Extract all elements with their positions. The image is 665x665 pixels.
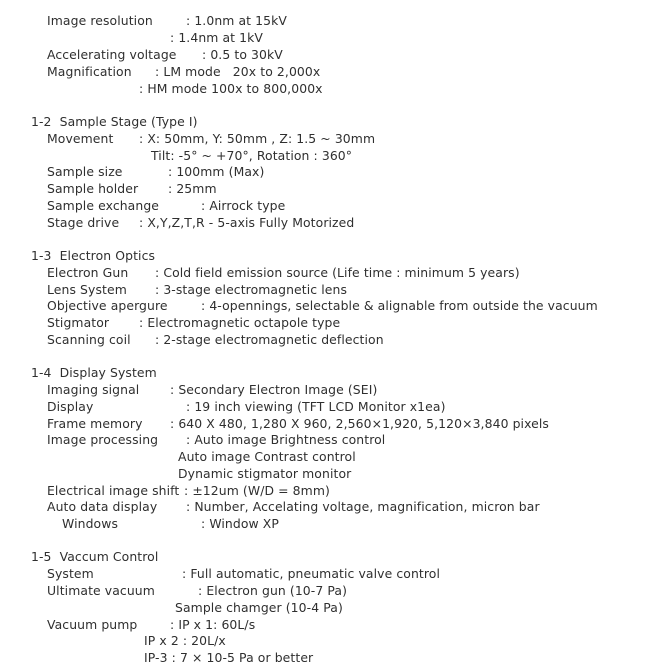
system-value: : Full automatic, pneumatic valve control xyxy=(182,566,440,581)
electrical-image-shift-label: Electrical image shift xyxy=(47,483,180,498)
display-system-heading: 1-4 Display System xyxy=(31,365,157,380)
frame-memory-label: Frame memory xyxy=(47,416,143,431)
objective-aperture-label: Objective apergure xyxy=(47,298,168,313)
vacuum-pump-value-3: IP-3 : 7 × 10-5 Pa or better xyxy=(144,650,314,665)
sample-stage-heading: 1-2 Sample Stage (Type I) xyxy=(31,114,198,129)
frame-memory-value: : 640 X 480, 1,280 X 960, 2,560×1,920, 5,120×3,840 pixels xyxy=(170,416,549,431)
image-processing-value-3: Dynamic stigmator monitor xyxy=(178,466,352,481)
vacuum-control-heading: 1-5 Vaccum Control xyxy=(31,549,159,564)
ultimate-vacuum-value-2: Sample chamger (10-4 Pa) xyxy=(175,600,343,615)
stigmator-value: : Electromagnetic octapole type xyxy=(139,315,341,330)
windows-value: : Window XP xyxy=(201,516,279,531)
movement-label: Movement xyxy=(47,131,114,146)
ultimate-vacuum-value-1: : Electron gun (10-7 Pa) xyxy=(198,583,348,598)
electrical-image-shift-value: : ±12um (W/D = 8mm) xyxy=(184,483,330,498)
vacuum-pump-value-1: : IP x 1: 60L/s xyxy=(170,617,256,632)
electron-optics-heading: 1-3 Electron Optics xyxy=(31,248,156,263)
objective-aperture-value: : 4-opennings, selectable & alignable from outside the vacuum xyxy=(201,298,598,313)
ultimate-vacuum-label: Ultimate vacuum xyxy=(47,583,155,598)
image-processing-value-2: Auto image Contrast control xyxy=(178,449,356,464)
accelerating-voltage-value: : 0.5 to 30kV xyxy=(202,47,283,62)
scanning-coil-value: : 2-stage electromagnetic deflection xyxy=(155,332,384,347)
electron-gun-value: : Cold field emission source (Life time : minimum 5 years) xyxy=(155,265,520,280)
auto-data-display-value: : Number, Accelating voltage, magnification, micron bar xyxy=(186,499,540,514)
movement-value-2: Tilt: -5° ~ +70°, Rotation : 360° xyxy=(151,148,353,163)
display-value: : 19 inch viewing (TFT LCD Monitor x1ea) xyxy=(186,399,446,414)
magnification-value-2: : HM mode 100x to 800,000x xyxy=(139,81,323,96)
vacuum-pump-label: Vacuum pump xyxy=(47,617,138,632)
scanning-coil-label: Scanning coil xyxy=(47,332,131,347)
magnification-value-1: : LM mode 20x to 2,000x xyxy=(155,64,321,79)
image-processing-label: Image processing xyxy=(47,432,159,447)
accelerating-voltage-label: Accelerating voltage xyxy=(47,47,177,62)
system-label: System xyxy=(47,566,94,581)
image-resolution-value-1: : 1.0nm at 15kV xyxy=(186,13,287,28)
windows-label: Windows xyxy=(62,516,119,531)
sample-size-value: : 100mm (Max) xyxy=(168,164,265,179)
sample-exchange-label: Sample exchange xyxy=(47,198,160,213)
image-resolution-value-2: : 1.4nm at 1kV xyxy=(170,30,264,45)
stage-drive-label: Stage drive xyxy=(47,215,120,230)
stigmator-label: Stigmator xyxy=(47,315,110,330)
lens-system-label: Lens System xyxy=(47,282,127,297)
imaging-signal-label: Imaging signal xyxy=(47,382,140,397)
stage-drive-value: : X,Y,Z,T,R - 5-axis Fully Motorized xyxy=(139,215,355,230)
display-label: Display xyxy=(47,399,94,414)
magnification-label: Magnification xyxy=(47,64,132,79)
auto-data-display-label: Auto data display xyxy=(47,499,158,514)
vacuum-pump-value-2: IP x 2 : 20L/x xyxy=(144,633,226,648)
sample-exchange-value: : Airrock type xyxy=(201,198,286,213)
imaging-signal-value: : Secondary Electron Image (SEI) xyxy=(170,382,378,397)
movement-value-1: : X: 50mm, Y: 50mm , Z: 1.5 ~ 30mm xyxy=(139,131,376,146)
lens-system-value: : 3-stage electromagnetic lens xyxy=(155,282,347,297)
sample-holder-label: Sample holder xyxy=(47,181,139,196)
image-resolution-label: Image resolution xyxy=(47,13,153,28)
image-processing-value-1: : Auto image Brightness control xyxy=(186,432,386,447)
sample-size-label: Sample size xyxy=(47,164,123,179)
electron-gun-label: Electron Gun xyxy=(47,265,129,280)
sample-holder-value: : 25mm xyxy=(168,181,217,196)
